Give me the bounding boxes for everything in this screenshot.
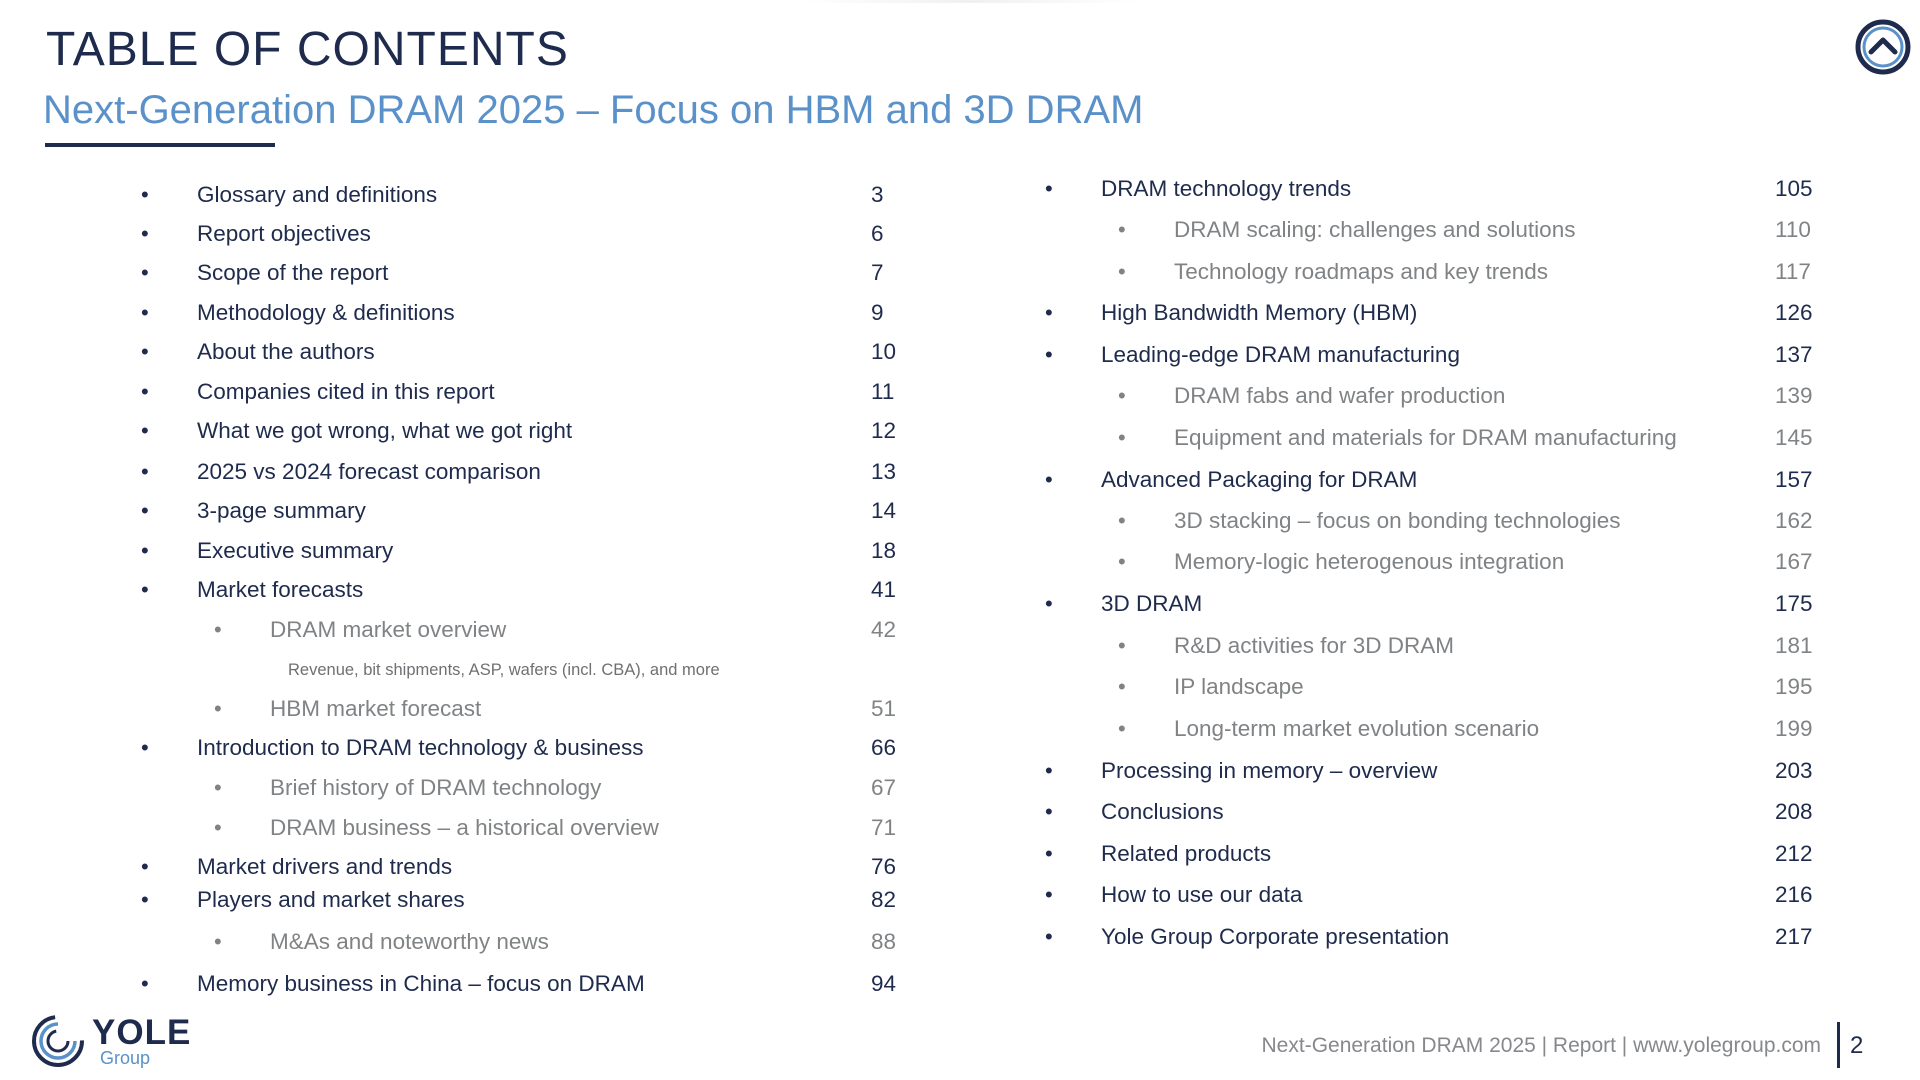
toc-entry-label: Advanced Packaging for DRAM xyxy=(1101,467,1418,492)
toc-entry-label: Methodology & definitions xyxy=(197,300,455,325)
toc-entry-label: 3-page summary xyxy=(197,498,366,523)
toc-entry-page: 66 xyxy=(871,735,897,760)
bullet-icon: • xyxy=(1045,758,1053,783)
toc-entry-page: 88 xyxy=(871,929,897,954)
toc-entry-label: DRAM fabs and wafer production xyxy=(1174,383,1506,408)
title-underline xyxy=(45,143,275,147)
toc-entry-page: 139 xyxy=(1775,383,1813,408)
toc-entry-label: What we got wrong, what we got right xyxy=(197,418,573,443)
toc-entry-page: 181 xyxy=(1775,633,1813,658)
toc-entry-label: Conclusions xyxy=(1101,799,1224,824)
top-shadow xyxy=(800,0,1140,3)
toc-entry-label: Report objectives xyxy=(197,221,371,246)
toc-entry-page: 175 xyxy=(1775,591,1813,616)
toc-entry-label: Long-term market evolution scenario xyxy=(1174,716,1540,741)
bullet-icon: • xyxy=(141,379,149,404)
toc-entry-label: About the authors xyxy=(197,339,375,364)
chevron-up-circle-icon xyxy=(1854,18,1912,76)
toc-entry-page: 76 xyxy=(871,854,897,879)
toc-entry-label: DRAM scaling: challenges and solutions xyxy=(1174,217,1576,242)
toc-entry-page: 117 xyxy=(1775,259,1811,284)
toc-entry-page: 105 xyxy=(1775,176,1813,201)
toc-entry-page: 6 xyxy=(871,221,884,246)
toc-entry-page: 126 xyxy=(1775,300,1813,325)
toc-entry-label: Yole Group Corporate presentation xyxy=(1101,924,1450,949)
bullet-icon: • xyxy=(1045,799,1053,824)
bullet-icon: • xyxy=(141,854,149,879)
toc-entry-page: 51 xyxy=(871,696,897,721)
bullet-icon: • xyxy=(141,221,149,246)
bullet-icon: • xyxy=(1118,549,1126,574)
toc-entry-page: 11 xyxy=(871,379,895,404)
bullet-icon: • xyxy=(1118,508,1126,533)
bullet-icon: • xyxy=(214,929,222,954)
bullet-icon: • xyxy=(1045,882,1053,907)
toc-entry-page: 195 xyxy=(1775,674,1813,699)
bullet-icon: • xyxy=(1045,342,1053,367)
toc-entry-page: 203 xyxy=(1775,758,1813,783)
toc-entry-label: DRAM market overview xyxy=(270,617,507,642)
bullet-icon: • xyxy=(1118,217,1126,242)
toc-entry-page: 67 xyxy=(871,775,897,800)
toc-entry-label: Memory-logic heterogenous integration xyxy=(1174,549,1565,574)
toc-entry-label: M&As and noteworthy news xyxy=(270,929,549,954)
bullet-icon: • xyxy=(1118,716,1126,741)
bullet-icon: • xyxy=(1118,259,1126,284)
bullet-icon: • xyxy=(141,459,149,484)
toc-entry-page: 3 xyxy=(871,182,884,207)
toc-entry-page: 82 xyxy=(871,887,897,912)
page-title: TABLE OF CONTENTS xyxy=(46,23,569,76)
toc-entry-label: Scope of the report xyxy=(197,260,389,285)
toc-entry-page: 14 xyxy=(871,498,897,523)
bullet-icon: • xyxy=(214,617,222,642)
bullet-icon: • xyxy=(1045,924,1053,949)
page-subtitle: Next-Generation DRAM 2025 – Focus on HBM and 3D DRAM xyxy=(43,88,1144,132)
toc-entry-label: DRAM business – a historical overview xyxy=(270,815,659,840)
toc-entry-page: 137 xyxy=(1775,342,1813,367)
toc-entry-page: 217 xyxy=(1775,924,1813,949)
bullet-icon: • xyxy=(141,339,149,364)
toc-entry-label: Related products xyxy=(1101,841,1272,866)
toc-entry-page: 216 xyxy=(1775,882,1813,907)
toc-entry-page: 41 xyxy=(871,577,897,602)
bullet-icon: • xyxy=(141,735,149,760)
logo-subtitle: Group xyxy=(100,1048,151,1068)
toc-entry-page: 18 xyxy=(871,538,897,563)
toc-entry-label: Leading-edge DRAM manufacturing xyxy=(1101,342,1460,367)
toc-entry-label: Players and market shares xyxy=(197,887,465,912)
toc-entry-page: 162 xyxy=(1775,508,1813,533)
toc-entry-page: 13 xyxy=(871,459,897,484)
toc-entry-label: Market forecasts xyxy=(197,577,364,602)
bullet-icon: • xyxy=(141,538,149,563)
toc-entry-page: 71 xyxy=(871,815,897,840)
toc-entry-label: Memory business in China – focus on DRAM xyxy=(197,971,645,996)
toc-entry-label: Introduction to DRAM technology & business xyxy=(197,735,644,760)
toc-entry-label: Executive summary xyxy=(197,538,394,563)
toc-entry-page: 167 xyxy=(1775,549,1813,574)
bullet-icon: • xyxy=(141,971,149,996)
toc-entry-label: 2025 vs 2024 forecast comparison xyxy=(197,459,541,484)
bullet-icon: • xyxy=(141,887,149,912)
toc-entry-page: 10 xyxy=(871,339,897,364)
bullet-icon: • xyxy=(214,775,222,800)
toc-entry-page: 157 xyxy=(1775,467,1813,492)
bullet-icon: • xyxy=(1045,591,1053,616)
bullet-icon: • xyxy=(141,577,149,602)
bullet-icon: • xyxy=(141,300,149,325)
bullet-icon: • xyxy=(1045,300,1053,325)
toc-entry-page: 199 xyxy=(1775,716,1813,741)
bullet-icon: • xyxy=(214,815,222,840)
bullet-icon: • xyxy=(1118,425,1126,450)
toc-entry-page: 145 xyxy=(1775,425,1813,450)
toc-entry-label: Revenue, bit shipments, ASP, wafers (incl. CBA), and more xyxy=(288,661,720,679)
bullet-icon: • xyxy=(1045,176,1053,201)
toc-entry-page: 94 xyxy=(871,971,897,996)
bullet-icon: • xyxy=(141,260,149,285)
toc-entry-label: High Bandwidth Memory (HBM) xyxy=(1101,300,1418,325)
toc-entry-label: 3D DRAM xyxy=(1101,591,1203,616)
bullet-icon: • xyxy=(1045,841,1053,866)
toc-entry-label: HBM market forecast xyxy=(270,696,482,721)
toc-entry-label: Market drivers and trends xyxy=(197,854,453,879)
bullet-icon: • xyxy=(214,696,222,721)
toc-entry-label: IP landscape xyxy=(1174,674,1304,699)
toc-entry-page: 9 xyxy=(871,300,884,325)
bullet-icon: • xyxy=(1118,383,1126,408)
toc-entry-page: 208 xyxy=(1775,799,1813,824)
page-number: 2 xyxy=(1850,1032,1864,1059)
logo-wordmark: YOLE xyxy=(92,1013,192,1052)
footer-text: Next-Generation DRAM 2025 | Report | www.yolegroup.com xyxy=(1261,1034,1821,1057)
bullet-icon: • xyxy=(141,498,149,523)
toc-entry-page: 7 xyxy=(871,260,884,285)
bullet-icon: • xyxy=(1045,467,1053,492)
toc-entry-label: Processing in memory – overview xyxy=(1101,758,1438,783)
toc-entry-label: Companies cited in this report xyxy=(197,379,495,404)
back-to-top-button[interactable] xyxy=(1854,18,1912,76)
toc-entry-label: Brief history of DRAM technology xyxy=(270,775,602,800)
bullet-icon: • xyxy=(1118,633,1126,658)
toc-entry-page: 110 xyxy=(1775,217,1811,242)
bullet-icon: • xyxy=(1118,674,1126,699)
toc-entry-page: 42 xyxy=(871,617,897,642)
toc-entry-label: 3D stacking – focus on bonding technologies xyxy=(1174,508,1621,533)
toc-entry-label: Equipment and materials for DRAM manufacturing xyxy=(1174,425,1677,450)
toc-entry-label: Technology roadmaps and key trends xyxy=(1174,259,1548,284)
toc-entry-label: R&D activities for 3D DRAM xyxy=(1174,633,1455,658)
toc-entry-label: How to use our data xyxy=(1101,882,1303,907)
bullet-icon: • xyxy=(141,182,149,207)
toc-entry-label: Glossary and definitions xyxy=(197,182,438,207)
toc-entry-label: DRAM technology trends xyxy=(1101,176,1352,201)
toc-entry-page: 12 xyxy=(871,418,897,443)
toc-entry-page: 212 xyxy=(1775,841,1813,866)
bullet-icon: • xyxy=(141,418,149,443)
footer-divider xyxy=(1837,1022,1840,1068)
